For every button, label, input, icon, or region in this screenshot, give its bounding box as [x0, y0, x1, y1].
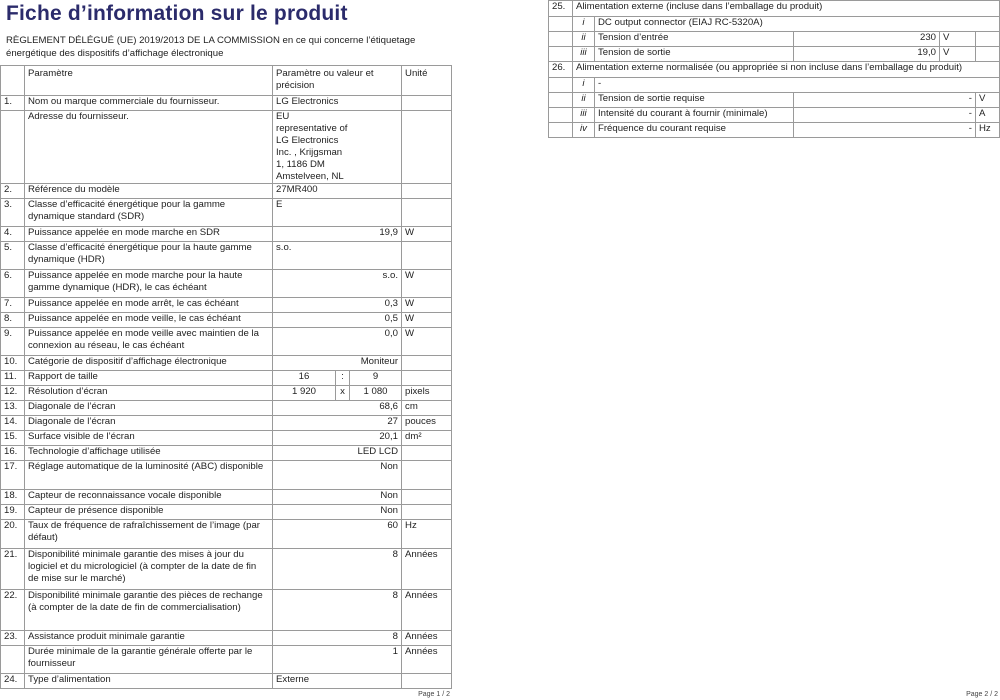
table-row: 6. Puissance appelée en mode marche pour la haute gamme dynamique (HDR), le cas échéant s.o. W	[1, 270, 452, 298]
table-row: 15. Surface visible de l’écran 20,1 dm²	[1, 431, 452, 446]
table-row: 11. Rapport de taille 16 : 9	[1, 371, 452, 386]
page-title: Fiche d’information sur le produit	[6, 2, 348, 25]
table-row: 5. Classe d’efficacité énergétique pour la haute gamme dynamique (HDR) s.o.	[1, 242, 452, 270]
table-row: 2. Référence du modèle 27MR400	[1, 184, 452, 199]
product-info-table	[0, 65, 452, 689]
table-row: 7. Puissance appelée en mode arrêt, le cas échéant 0,3 W	[1, 298, 452, 313]
page-number: Page 2 / 2	[966, 691, 998, 698]
table-row: 20. Taux de fréquence de rafraîchissement de l’image (par défaut) 60 Hz	[1, 520, 452, 549]
table-row: ii Tension de sortie requise - V	[549, 93, 1000, 108]
table-row: i -	[549, 78, 1000, 93]
table-row: 21. Disponibilité minimale garantie des mises à jour du logiciel et du micrologiciel (à compter de la date de fin de mise sur le marché) 8 Années	[1, 549, 452, 590]
table-row: 13. Diagonale de l’écran 68,6 cm	[1, 401, 452, 416]
table-row: 3. Classe d’efficacité énergétique pour la gamme dynamique standard (SDR) E	[1, 199, 452, 227]
table-row: 12. Résolution d’écran 1 920 x 1 080 pixels	[1, 386, 452, 401]
header-row	[1, 66, 452, 96]
table-row: 16. Technologie d’affichage utilisée LED LCD	[1, 446, 452, 461]
page-2	[548, 0, 1000, 700]
header-value: Paramètre ou valeur et précision	[273, 66, 402, 96]
page-number: Page 1 / 2	[418, 691, 450, 698]
table-row: 10. Catégorie de dispositif d’affichage électronique Moniteur	[1, 356, 452, 371]
table-row: 9. Puissance appelée en mode veille avec maintien de la connexion au réseau, le cas échéant 0,0 W	[1, 328, 452, 356]
regulation-text: RÈGLEMENT DÉLÉGUÉ (UE) 2019/2013 DE LA COMMISSION en ce qui concerne l’étiquetage énergétique des dispositifs d’affichage électronique	[6, 35, 416, 59]
section-row: 26. Alimentation externe normalisée (ou appropriée si non incluse dans l’emballage du produit)	[549, 62, 1000, 78]
power-supply-table	[548, 0, 1000, 138]
table-row: 24. Type d’alimentation Externe	[1, 674, 452, 689]
header-param: Paramètre	[25, 66, 273, 96]
table-row: 23. Assistance produit minimale garantie 8 Années	[1, 631, 452, 646]
section-row: 25. Alimentation externe (incluse dans l’emballage du produit)	[549, 1, 1000, 17]
table-row: 19. Capteur de présence disponible Non	[1, 505, 452, 520]
table-row: Adresse du fournisseur. EU representative of LG Electronics Inc. , Krijgsman 1, 1186 DM Amstelveen, NL	[1, 111, 452, 184]
header-unit: Unité	[402, 66, 452, 96]
table-row: 1. Nom ou marque commerciale du fournisseur. LG Electronics	[1, 96, 452, 111]
table-row: 17. Réglage automatique de la luminosité (ABC) disponible Non	[1, 461, 452, 490]
table-row: 4. Puissance appelée en mode marche en SDR 19,9 W	[1, 227, 452, 242]
table-row: 8. Puissance appelée en mode veille, le cas échéant 0,5 W	[1, 313, 452, 328]
page-1	[0, 0, 452, 700]
table-row: iv Fréquence du courant requise - Hz	[549, 123, 1000, 138]
table-row: Durée minimale de la garantie générale offerte par le fournisseur 1 Années	[1, 646, 452, 674]
table-row: 22. Disponibilité minimale garantie des pièces de rechange (à compter de la date de fin de commercialisation) 8 Années	[1, 590, 452, 631]
table-row: ii Tension d’entrée 230 V	[549, 32, 1000, 47]
table-row: 14. Diagonale de l’écran 27 pouces	[1, 416, 452, 431]
table-row: iii Tension de sortie 19,0 V	[549, 47, 1000, 62]
table-row: iii Intensité du courant à fournir (minimale) - A	[549, 108, 1000, 123]
table-row: 18. Capteur de reconnaissance vocale disponible Non	[1, 490, 452, 505]
table-row: i DC output connector (EIAJ RC-5320A)	[549, 17, 1000, 32]
